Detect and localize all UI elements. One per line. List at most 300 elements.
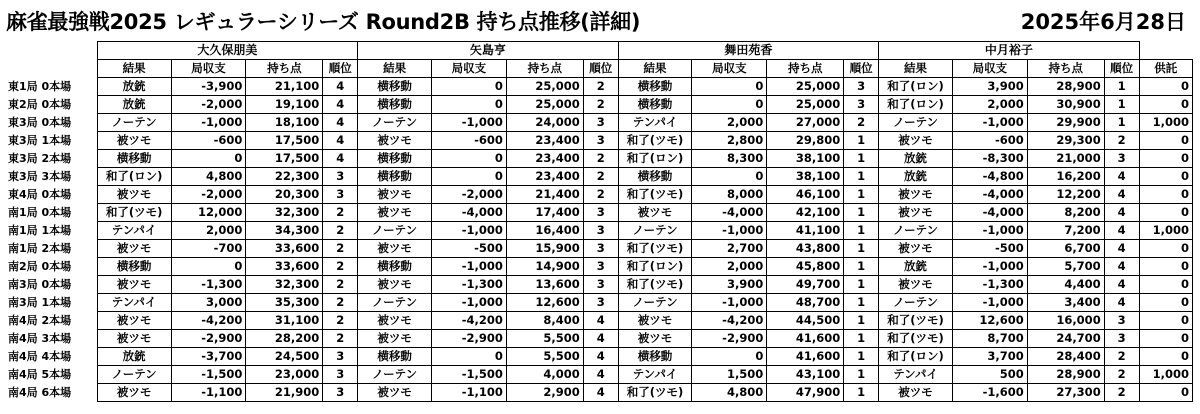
- col-kyoku: 局収支: [952, 60, 1027, 78]
- points-cell: 23,400: [506, 150, 583, 168]
- points-cell: 28,400: [1027, 348, 1104, 366]
- kyoku-cell: 12,000: [171, 204, 246, 222]
- kyoku-cell: -2,000: [171, 96, 246, 114]
- points-cell: 22,300: [246, 168, 323, 186]
- points-cell: 25,000: [767, 78, 844, 96]
- kyotaku-cell: 0: [1139, 330, 1192, 348]
- result-cell: 被ツモ: [879, 276, 953, 294]
- table-row: [8, 348, 1193, 366]
- kyoku-cell: -2,000: [432, 186, 507, 204]
- kyoku-cell: 0: [432, 78, 507, 96]
- kyotaku-cell: 0: [1139, 240, 1192, 258]
- result-cell: 横移動: [618, 78, 692, 96]
- kyotaku-cell: 0: [1139, 96, 1192, 114]
- table-row: [8, 366, 1193, 384]
- rank-cell: 1: [844, 150, 879, 168]
- rank-cell: 3: [323, 168, 358, 186]
- kyotaku-cell: 0: [1139, 186, 1192, 204]
- table-body: [8, 78, 1193, 402]
- points-cell: 3,400: [1027, 294, 1104, 312]
- result-cell: 被ツモ: [97, 276, 171, 294]
- rank-cell: 1: [844, 186, 879, 204]
- result-cell: 横移動: [97, 150, 171, 168]
- points-cell: 29,300: [1027, 132, 1104, 150]
- result-cell: 被ツモ: [618, 312, 692, 330]
- points-cell: 18,100: [246, 114, 323, 132]
- rank-cell: 3: [323, 384, 358, 402]
- kyoku-cell: 8,300: [692, 150, 767, 168]
- points-cell: 28,900: [1027, 366, 1104, 384]
- kyoku-cell: 0: [171, 258, 246, 276]
- kyoku-cell: -600: [432, 132, 507, 150]
- rank-cell: 2: [844, 114, 879, 132]
- result-cell: 横移動: [618, 168, 692, 186]
- table-row: [8, 222, 1193, 240]
- row-label: 南4局 5本場: [8, 368, 72, 381]
- result-cell: 被ツモ: [879, 384, 953, 402]
- result-cell: 被ツモ: [97, 240, 171, 258]
- points-cell: 34,300: [246, 222, 323, 240]
- result-cell: 横移動: [358, 348, 432, 366]
- points-cell: 21,900: [246, 384, 323, 402]
- row-label: 南2局 0本場: [8, 260, 72, 273]
- rank-cell: 1: [844, 294, 879, 312]
- kyoku-cell: -4,000: [952, 204, 1027, 222]
- result-cell: 被ツモ: [358, 204, 432, 222]
- result-cell: ノーテン: [618, 222, 692, 240]
- column-header-row: [8, 60, 1193, 78]
- rank-cell: 2: [323, 240, 358, 258]
- kyoku-cell: 0: [692, 348, 767, 366]
- col-result: 結果: [618, 60, 692, 78]
- points-cell: 45,800: [767, 258, 844, 276]
- rank-cell: 1: [844, 312, 879, 330]
- result-cell: 横移動: [358, 150, 432, 168]
- points-cell: 21,400: [506, 186, 583, 204]
- points-cell: 24,000: [506, 114, 583, 132]
- kyoku-cell: -500: [952, 240, 1027, 258]
- player-header-row: [8, 42, 1193, 60]
- rank-cell: 4: [323, 78, 358, 96]
- result-cell: ノーテン: [97, 366, 171, 384]
- kyoku-cell: 0: [692, 96, 767, 114]
- kyoku-cell: -2,900: [432, 330, 507, 348]
- table-row: [8, 240, 1193, 258]
- rank-cell: 1: [844, 222, 879, 240]
- rank-cell: 2: [323, 294, 358, 312]
- points-cell: 31,100: [246, 312, 323, 330]
- result-cell: 被ツモ: [97, 384, 171, 402]
- rank-cell: 2: [583, 168, 618, 186]
- points-cell: 38,100: [767, 168, 844, 186]
- kyoku-cell: 0: [692, 168, 767, 186]
- result-cell: ノーテン: [358, 114, 432, 132]
- points-cell: 47,900: [767, 384, 844, 402]
- rank-cell: 1: [844, 240, 879, 258]
- points-cell: 4,400: [1027, 276, 1104, 294]
- points-cell: 17,400: [506, 204, 583, 222]
- rank-cell: 2: [1104, 348, 1139, 366]
- table-row: [8, 276, 1193, 294]
- points-cell: 32,300: [246, 204, 323, 222]
- corner-blank: [8, 42, 97, 60]
- result-cell: ノーテン: [358, 366, 432, 384]
- rank-cell: 3: [583, 132, 618, 150]
- kyotaku-cell: 0: [1139, 168, 1192, 186]
- kyoku-cell: -1,000: [692, 222, 767, 240]
- points-cell: 23,400: [506, 132, 583, 150]
- points-cell: 27,000: [767, 114, 844, 132]
- points-cell: 25,000: [767, 96, 844, 114]
- points-cell: 46,100: [767, 186, 844, 204]
- result-cell: 和了(ロン): [97, 168, 171, 186]
- table-row: [8, 312, 1193, 330]
- rank-cell: 2: [323, 222, 358, 240]
- points-cell: 49,700: [767, 276, 844, 294]
- points-cell: 41,600: [767, 330, 844, 348]
- rank-cell: 2: [1104, 384, 1139, 402]
- points-cell: 23,000: [246, 366, 323, 384]
- rank-cell: 2: [583, 186, 618, 204]
- col-points: 持ち点: [1027, 60, 1104, 78]
- points-cell: 15,900: [506, 240, 583, 258]
- rank-cell: 1: [844, 330, 879, 348]
- kyoku-cell: 8,700: [952, 330, 1027, 348]
- corner-blank-right: [1139, 42, 1192, 60]
- rank-cell: 4: [1104, 240, 1139, 258]
- kyoku-cell: 1,500: [692, 366, 767, 384]
- result-cell: ノーテン: [879, 222, 953, 240]
- rank-cell: 1: [844, 384, 879, 402]
- result-cell: 放銃: [97, 78, 171, 96]
- kyoku-cell: -2,900: [171, 330, 246, 348]
- result-cell: 放銃: [97, 96, 171, 114]
- table-row: [8, 150, 1193, 168]
- result-cell: ノーテン: [97, 114, 171, 132]
- kyoku-cell: 3,700: [952, 348, 1027, 366]
- kyoku-cell: 2,700: [692, 240, 767, 258]
- rank-cell: 4: [1104, 276, 1139, 294]
- col-rank: 順位: [844, 60, 879, 78]
- result-cell: 和了(ツモ): [97, 204, 171, 222]
- kyoku-cell: 2,000: [692, 258, 767, 276]
- kyoku-cell: -8,300: [952, 150, 1027, 168]
- row-label: 東3局 2本場: [8, 152, 72, 165]
- rank-cell: 1: [1104, 114, 1139, 132]
- row-label: 東1局 0本場: [8, 80, 72, 93]
- rank-cell: 1: [844, 258, 879, 276]
- rank-cell: 4: [323, 96, 358, 114]
- result-cell: ノーテン: [358, 294, 432, 312]
- kyoku-cell: 3,000: [171, 294, 246, 312]
- result-cell: 被ツモ: [97, 312, 171, 330]
- row-label: 東4局 0本場: [8, 188, 72, 201]
- kyoku-cell: 2,800: [692, 132, 767, 150]
- result-cell: 和了(ロン): [879, 348, 953, 366]
- rank-cell: 1: [1104, 96, 1139, 114]
- result-cell: ノーテン: [879, 294, 953, 312]
- kyotaku-cell: 0: [1139, 276, 1192, 294]
- result-cell: 和了(ツモ): [618, 132, 692, 150]
- points-cell: 21,100: [246, 78, 323, 96]
- kyotaku-cell: 1,000: [1139, 114, 1192, 132]
- col-points: 持ち点: [506, 60, 583, 78]
- rank-cell: 1: [844, 276, 879, 294]
- result-cell: 和了(ロン): [879, 78, 953, 96]
- kyoku-cell: -1,600: [952, 384, 1027, 402]
- rank-cell: 2: [583, 96, 618, 114]
- result-cell: 横移動: [358, 78, 432, 96]
- rank-cell: 2: [1104, 366, 1139, 384]
- kyoku-cell: -2,900: [692, 330, 767, 348]
- page-title: 麻雀最強戦2025 レギュラーシリーズ Round2B 持ち点推移(詳細): [6, 10, 641, 34]
- table-row: [8, 384, 1193, 402]
- result-cell: テンパイ: [618, 114, 692, 132]
- rank-cell: 4: [583, 366, 618, 384]
- corner-blank: [8, 60, 97, 78]
- rank-cell: 4: [323, 150, 358, 168]
- points-cell: 29,800: [767, 132, 844, 150]
- kyotaku-cell: 0: [1139, 258, 1192, 276]
- result-cell: 被ツモ: [358, 312, 432, 330]
- kyoku-cell: -1,000: [952, 222, 1027, 240]
- rank-cell: 4: [583, 384, 618, 402]
- points-cell: 41,600: [767, 348, 844, 366]
- points-cell: 25,000: [506, 78, 583, 96]
- kyoku-cell: -1,000: [171, 114, 246, 132]
- result-cell: 被ツモ: [879, 186, 953, 204]
- table-row: [8, 96, 1193, 114]
- points-cell: 35,300: [246, 294, 323, 312]
- kyoku-cell: -600: [952, 132, 1027, 150]
- rank-cell: 3: [583, 240, 618, 258]
- result-cell: 被ツモ: [618, 330, 692, 348]
- result-cell: ノーテン: [879, 114, 953, 132]
- kyoku-cell: -1,300: [171, 276, 246, 294]
- table-row: [8, 204, 1193, 222]
- result-cell: 和了(ツモ): [618, 276, 692, 294]
- kyoku-cell: -2,000: [171, 186, 246, 204]
- col-kyoku: 局収支: [692, 60, 767, 78]
- rank-cell: 1: [844, 132, 879, 150]
- result-cell: 被ツモ: [879, 132, 953, 150]
- points-cell: 5,700: [1027, 258, 1104, 276]
- points-cell: 7,200: [1027, 222, 1104, 240]
- points-cell: 16,400: [506, 222, 583, 240]
- row-label: 南4局 4本場: [8, 350, 72, 363]
- table-row: [8, 294, 1193, 312]
- kyoku-cell: -1,000: [432, 114, 507, 132]
- col-result: 結果: [879, 60, 953, 78]
- kyotaku-cell: 0: [1139, 78, 1192, 96]
- points-cell: 27,300: [1027, 384, 1104, 402]
- row-label: 東2局 0本場: [8, 98, 72, 111]
- result-cell: 被ツモ: [358, 132, 432, 150]
- rank-cell: 3: [844, 96, 879, 114]
- points-cell: 43,800: [767, 240, 844, 258]
- points-cell: 20,300: [246, 186, 323, 204]
- kyoku-cell: -1,000: [952, 114, 1027, 132]
- kyoku-cell: 0: [692, 78, 767, 96]
- kyoku-cell: -1,500: [171, 366, 246, 384]
- kyoku-cell: 2,000: [692, 114, 767, 132]
- points-cell: 6,700: [1027, 240, 1104, 258]
- kyoku-cell: 3,900: [692, 276, 767, 294]
- kyotaku-cell: 0: [1139, 294, 1192, 312]
- kyoku-cell: 0: [432, 168, 507, 186]
- result-cell: 被ツモ: [97, 330, 171, 348]
- result-cell: 被ツモ: [358, 384, 432, 402]
- result-cell: 被ツモ: [97, 186, 171, 204]
- points-cell: 25,000: [506, 96, 583, 114]
- kyoku-cell: -1,000: [952, 294, 1027, 312]
- table-row: [8, 132, 1193, 150]
- rank-cell: 4: [1104, 204, 1139, 222]
- result-cell: テンパイ: [879, 366, 953, 384]
- rank-cell: 2: [323, 276, 358, 294]
- points-cell: 30,900: [1027, 96, 1104, 114]
- points-cell: 43,100: [767, 366, 844, 384]
- kyoku-cell: -4,000: [692, 204, 767, 222]
- row-label: 南4局 3本場: [8, 332, 72, 345]
- points-cell: 19,100: [246, 96, 323, 114]
- kyoku-cell: -3,700: [171, 348, 246, 366]
- points-cell: 8,400: [506, 312, 583, 330]
- result-cell: 横移動: [358, 96, 432, 114]
- rank-cell: 2: [323, 330, 358, 348]
- kyoku-cell: -1,000: [952, 258, 1027, 276]
- col-kyotaku: 供託: [1139, 60, 1192, 78]
- result-cell: テンパイ: [618, 366, 692, 384]
- kyoku-cell: -1,000: [432, 294, 507, 312]
- points-cell: 12,600: [506, 294, 583, 312]
- kyoku-cell: -1,000: [692, 294, 767, 312]
- table-row: [8, 258, 1193, 276]
- rank-cell: 4: [323, 114, 358, 132]
- points-cell: 38,100: [767, 150, 844, 168]
- rank-cell: 1: [844, 366, 879, 384]
- rank-cell: 4: [1104, 222, 1139, 240]
- result-cell: 横移動: [618, 96, 692, 114]
- result-cell: 放銃: [879, 168, 953, 186]
- rank-cell: 3: [583, 204, 618, 222]
- points-cell: 16,200: [1027, 168, 1104, 186]
- result-cell: 被ツモ: [618, 204, 692, 222]
- kyotaku-cell: 1,000: [1139, 366, 1192, 384]
- page-date: 2025年6月28日: [1020, 10, 1186, 34]
- row-label: 東3局 1本場: [8, 134, 72, 147]
- table-row: [8, 330, 1193, 348]
- rank-cell: 3: [323, 186, 358, 204]
- rank-cell: 3: [323, 348, 358, 366]
- kyoku-cell: 8,000: [692, 186, 767, 204]
- points-cell: 5,500: [506, 330, 583, 348]
- result-cell: 被ツモ: [358, 330, 432, 348]
- kyoku-cell: -700: [171, 240, 246, 258]
- row-label: 南3局 1本場: [8, 296, 72, 309]
- row-label: 南1局 0本場: [8, 206, 72, 219]
- result-cell: 横移動: [358, 168, 432, 186]
- kyoku-cell: -4,200: [171, 312, 246, 330]
- kyoku-cell: -4,000: [432, 204, 507, 222]
- result-cell: テンパイ: [97, 294, 171, 312]
- points-cell: 24,700: [1027, 330, 1104, 348]
- points-cell: 28,200: [246, 330, 323, 348]
- points-cell: 17,500: [246, 150, 323, 168]
- col-result: 結果: [97, 60, 171, 78]
- rank-cell: 1: [844, 168, 879, 186]
- points-cell: 33,600: [246, 258, 323, 276]
- row-label: 南1局 1本場: [8, 224, 72, 237]
- rank-cell: 3: [1104, 312, 1139, 330]
- rank-cell: 4: [583, 312, 618, 330]
- points-cell: 42,100: [767, 204, 844, 222]
- kyoku-cell: -3,900: [171, 78, 246, 96]
- row-label: 南1局 2本場: [8, 242, 72, 255]
- rank-cell: 4: [583, 348, 618, 366]
- rank-cell: 3: [583, 222, 618, 240]
- score-table: [8, 41, 1193, 402]
- points-cell: 24,500: [246, 348, 323, 366]
- points-cell: 8,200: [1027, 204, 1104, 222]
- kyoku-cell: 0: [432, 96, 507, 114]
- result-cell: 放銃: [879, 150, 953, 168]
- rank-cell: 3: [1104, 330, 1139, 348]
- player-name: 大久保朋美: [97, 42, 357, 60]
- table-row: [8, 78, 1193, 96]
- col-result: 結果: [358, 60, 432, 78]
- rank-cell: 2: [583, 150, 618, 168]
- rank-cell: 3: [323, 366, 358, 384]
- rank-cell: 1: [1104, 78, 1139, 96]
- points-cell: 4,000: [506, 366, 583, 384]
- kyoku-cell: 0: [432, 348, 507, 366]
- rank-cell: 1: [844, 348, 879, 366]
- result-cell: 放銃: [879, 258, 953, 276]
- result-cell: 被ツモ: [879, 204, 953, 222]
- kyoku-cell: 2,000: [952, 96, 1027, 114]
- kyoku-cell: 0: [432, 150, 507, 168]
- rank-cell: 2: [1104, 132, 1139, 150]
- col-kyoku: 局収支: [171, 60, 246, 78]
- player-name: 舞田苑香: [618, 42, 878, 60]
- kyotaku-cell: 0: [1139, 132, 1192, 150]
- kyoku-cell: -1,000: [432, 222, 507, 240]
- kyotaku-cell: 0: [1139, 204, 1192, 222]
- col-points: 持ち点: [767, 60, 844, 78]
- col-kyoku: 局収支: [432, 60, 507, 78]
- kyoku-cell: -4,000: [952, 186, 1027, 204]
- player-name: 中月裕子: [879, 42, 1139, 60]
- kyoku-cell: -4,200: [692, 312, 767, 330]
- kyoku-cell: 2,000: [171, 222, 246, 240]
- kyoku-cell: 500: [952, 366, 1027, 384]
- result-cell: 和了(ロン): [879, 96, 953, 114]
- rank-cell: 4: [1104, 168, 1139, 186]
- kyoku-cell: 3,900: [952, 78, 1027, 96]
- points-cell: 41,100: [767, 222, 844, 240]
- rank-cell: 4: [323, 132, 358, 150]
- player-name: 矢島亨: [358, 42, 618, 60]
- points-cell: 29,900: [1027, 114, 1104, 132]
- rank-cell: 3: [583, 276, 618, 294]
- kyoku-cell: 4,800: [692, 384, 767, 402]
- rank-cell: 3: [583, 294, 618, 312]
- result-cell: 被ツモ: [358, 240, 432, 258]
- result-cell: 被ツモ: [358, 186, 432, 204]
- kyoku-cell: -4,200: [432, 312, 507, 330]
- rank-cell: 4: [1104, 294, 1139, 312]
